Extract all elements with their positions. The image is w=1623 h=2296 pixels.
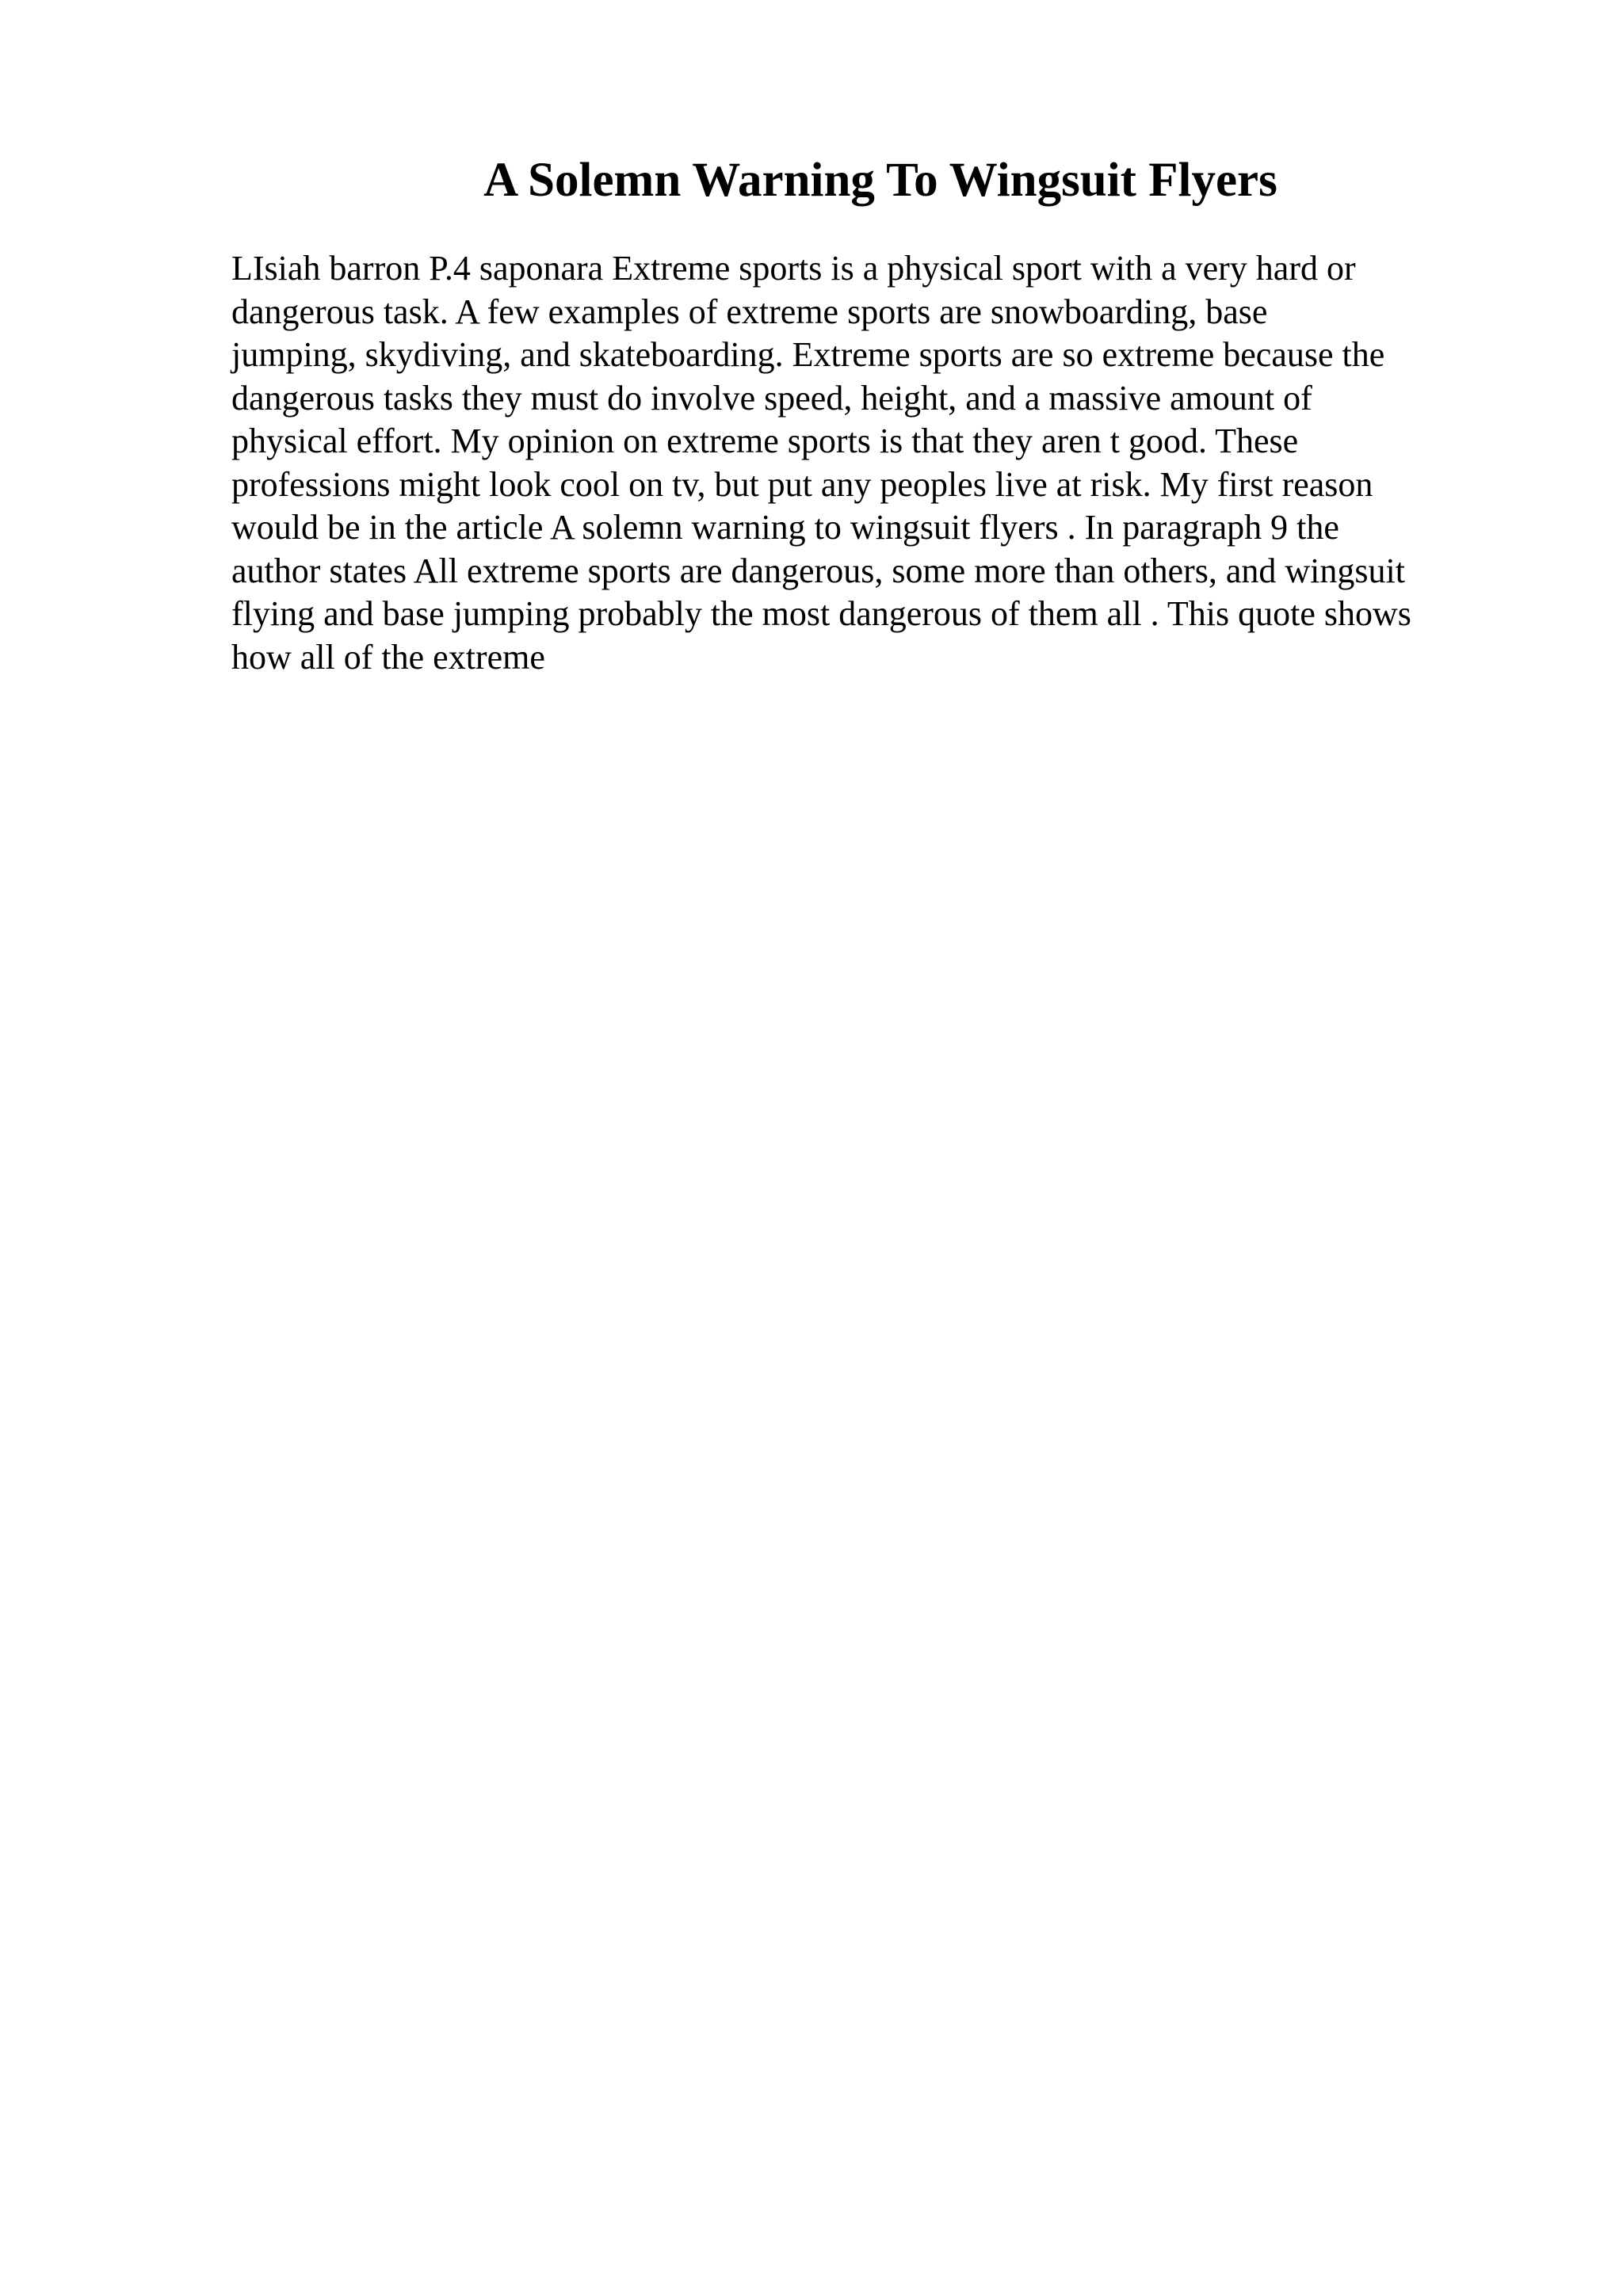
body-line: would be in the article A solemn warning to wingsuit flyers . In paragraph 9 the xyxy=(231,508,1339,547)
body-line: dangerous tasks they must do involve speed, height, and a massive amount of xyxy=(231,378,1312,418)
document-title: A Solemn Warning To Wingsuit Flyers xyxy=(483,154,1277,207)
body-line: physical effort. My opinion on extreme sports is that they aren t good. These xyxy=(231,421,1299,460)
body-line: professions might look cool on tv, but put any peoples live at risk. My first reason xyxy=(231,464,1373,504)
body-line: flying and base jumping probably the most dangerous of them all . This quote shows xyxy=(231,594,1411,633)
body-line: jumping, skydiving, and skateboarding. Extreme sports are so extreme because the xyxy=(231,335,1385,374)
document-body xyxy=(231,247,1531,679)
body-line: dangerous task. A few examples of extreme sports are snowboarding, base xyxy=(231,292,1268,331)
body-line: author states All extreme sports are dangerous, some more than others, and wingsuit xyxy=(231,551,1405,590)
body-line: LIsiah barron P.4 saponara Extreme sports is a physical sport with a very hard or xyxy=(231,249,1356,288)
body-line: how all of the extreme xyxy=(231,637,545,677)
